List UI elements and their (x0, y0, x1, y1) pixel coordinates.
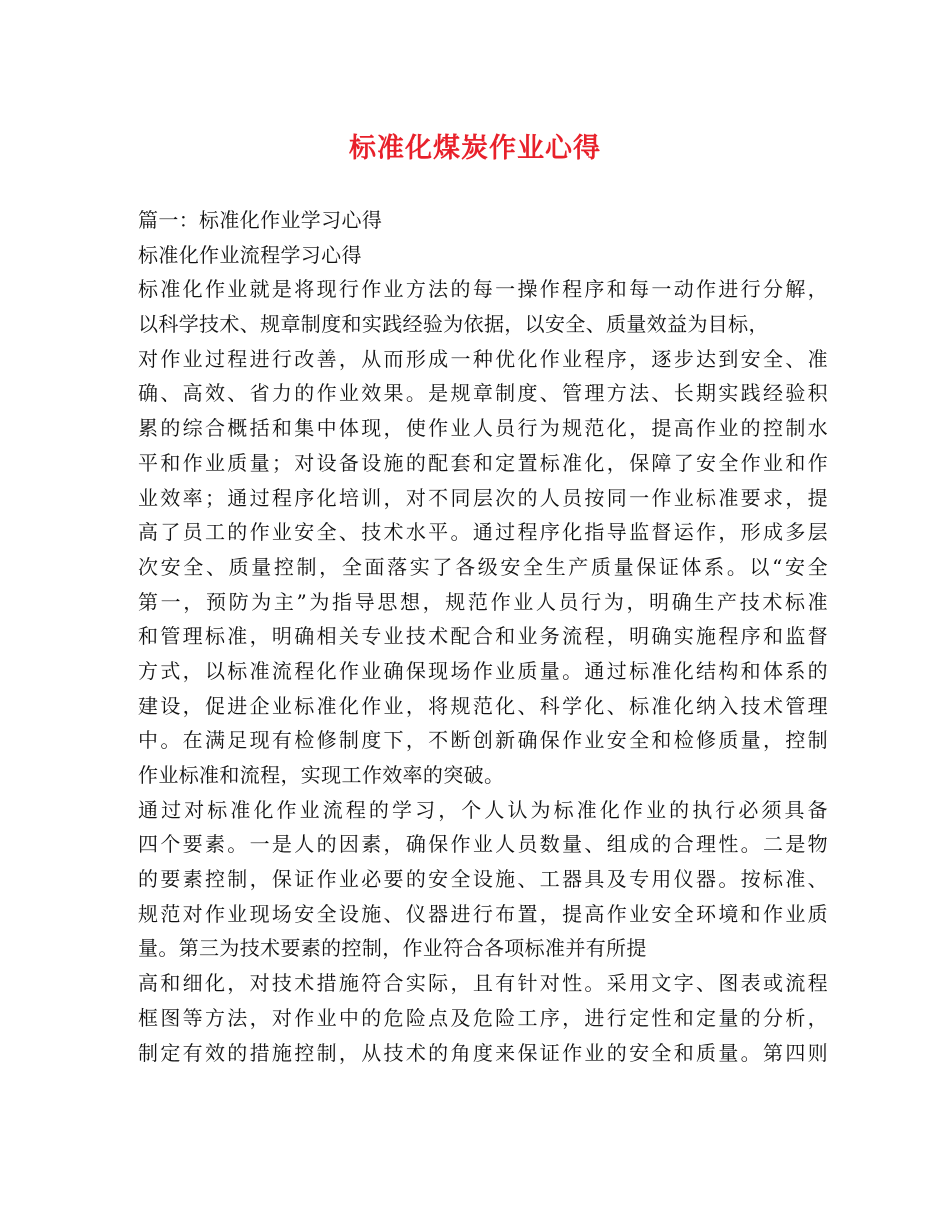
body-line: 作业标准和流程，实现工作效率的突破。 (138, 763, 505, 787)
body-line: 通过对标准化作业流程的学习，个人认为标准化作业的执行必须具备 (138, 797, 828, 822)
body-line: 第一，预防为主”为指导思想，规范作业人员行为，明确生产技术标准 (138, 589, 828, 614)
document-title: 标准化煤炭作业心得 (349, 133, 601, 164)
body-line: 四个要素。一是人的因素，确保作业人员数量、组成的合理性。二是物 (138, 832, 828, 857)
body-line: 方式，以标准流程化作业确保现场作业质量。通过标准化结构和体系的 (138, 658, 828, 683)
body-line: 次安全、质量控制，全面落实了各级安全生产质量保证体系。以“安全 (138, 554, 828, 579)
body-line: 确、高效、省力的作业效果。是规章制度、管理方法、长期实践经验积 (138, 381, 828, 406)
body-line: 框图等方法，对作业中的危险点及危险工序，进行定性和定量的分析， (138, 1005, 828, 1030)
body-line: 和管理标准，明确相关专业技术配合和业务流程，明确实施程序和监督 (138, 624, 828, 649)
body-line: 高和细化，对技术措施符合实际，且有针对性。采用文字、图表或流程 (138, 971, 828, 996)
body-line: 规范对作业现场安全设施、仪器进行布置，提高作业安全环境和作业质 (138, 901, 828, 926)
body-line: 的要素控制，保证作业必要的安全设施、工器具及专用仪器。按标准、 (138, 867, 828, 892)
body-line: 标准化作业流程学习心得 (138, 242, 362, 267)
body-line: 篇一：标准化作业学习心得 (138, 208, 383, 232)
body-line: 高了员工的作业安全、技术水平。通过程序化指导监督运作，形成多层 (138, 520, 828, 545)
body-line: 业效率；通过程序化培训，对不同层次的人员按同一作业标准要求，提 (138, 485, 828, 510)
document-body (138, 203, 828, 1070)
body-line: 标准化作业就是将现行作业方法的每一操作程序和每一动作进行分解， (138, 277, 828, 302)
body-line: 建设，促进企业标准化作业，将规范化、科学化、标准化纳入技术管理 (138, 693, 828, 718)
body-line: 以科学技术、规章制度和实践经验为依据，以安全、质量效益为目标， (138, 312, 769, 337)
body-line: 平和作业质量；对设备设施的配套和定置标准化，保障了安全作业和作 (138, 450, 828, 475)
body-line: 中。在满足现有检修制度下，不断创新确保作业安全和检修质量，控制 (138, 728, 828, 753)
body-line: 制定有效的措施控制，从技术的角度来保证作业的安全和质量。第四则 (138, 1040, 828, 1065)
body-line: 累的综合概括和集中体现，使作业人员行为规范化，提高作业的控制水 (138, 416, 828, 441)
body-line: 量。第三为技术要素的控制，作业符合各项标准并有所提 (138, 936, 647, 961)
body-line: 对作业过程进行改善，从而形成一种优化作业程序，逐步达到安全、准 (138, 346, 828, 371)
